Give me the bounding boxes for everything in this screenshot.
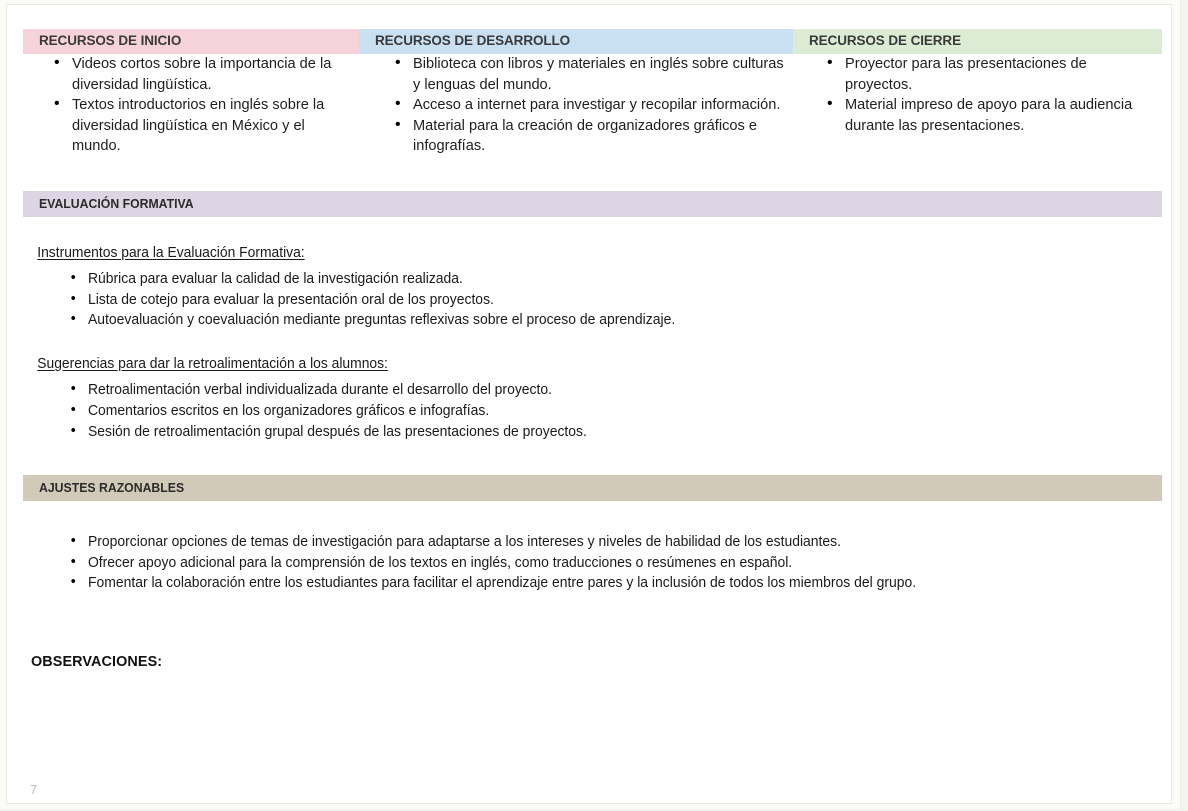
evaluacion-formativa-header: [23, 191, 1162, 217]
document-page: [6, 4, 1172, 804]
resources-cierre-column: [793, 54, 1162, 136]
resources-desarrollo-list: [359, 54, 793, 157]
list-item: • Ofrecer apoyo adicional para la comprensión de los textos en inglés, como traducciones o resúmenes en español.: [23, 553, 1102, 574]
ajustes-razonables-body: [23, 532, 1153, 594]
list-item: • Proporcionar opciones de temas de investigación para adaptarse a los intereses y niveles de habilidad de los estudiantes.: [23, 532, 1102, 553]
ajustes-razonables-header: [23, 475, 1162, 501]
resources-desarrollo-title: RECURSOS DE DESARROLLO: [375, 33, 571, 48]
observaciones-label: OBSERVACIONES:: [31, 654, 163, 670]
list-item: • Biblioteca con libros y materiales en inglés sobre culturas y lenguas del mundo.: [359, 54, 793, 95]
resources-desarrollo-header: [359, 29, 793, 54]
resources-header-band: [23, 29, 1162, 54]
instrumentos-list: [23, 269, 1143, 331]
list-item: • Lista de cotejo para evaluar la presentación oral de los proyectos.: [23, 290, 1093, 311]
list-item: • Textos introductorios en inglés sobre la diversidad lingüística en México y el mundo.: [23, 95, 359, 157]
list-item: • Proyector para las presentaciones de proyectos.: [793, 54, 1162, 95]
ajustes-razonables-title: AJUSTES RAZONABLES: [39, 480, 185, 495]
retroalimentacion-group: [23, 356, 1143, 442]
resources-inicio-title: RECURSOS DE INICIO: [39, 33, 182, 48]
list-item: • Fomentar la colaboración entre los estudiantes para facilitar el aprendizaje entre pares y la inclusión de todos los miembros del grupo.: [23, 573, 1102, 594]
resources-inicio-column: [23, 54, 359, 157]
evaluacion-formativa-title: EVALUACIÓN FORMATIVA: [39, 196, 194, 211]
list-item: • Sesión de retroalimentación grupal después de las presentaciones de proyectos.: [23, 422, 1093, 443]
retroalimentacion-subheading: Sugerencias para dar la retroalimentación a los alumnos:: [37, 356, 388, 373]
list-item: • Retroalimentación verbal individualizada durante el desarrollo del proyecto.: [23, 380, 1093, 401]
instrumentos-subheading: Instrumentos para la Evaluación Formativa:: [37, 245, 305, 261]
retroalimentacion-list: [23, 380, 1143, 442]
ajustes-list: [23, 532, 1153, 594]
list-item: • Videos cortos sobre la importancia de la diversidad lingüística.: [23, 54, 359, 95]
list-item: • Material para la creación de organizadores gráficos e infografías.: [359, 116, 793, 157]
resources-desarrollo-column: [359, 54, 793, 157]
resources-columns: [23, 54, 1162, 172]
evaluacion-formativa-body: [23, 245, 1143, 442]
resources-cierre-list: [793, 54, 1162, 136]
list-item: • Acceso a internet para investigar y recopilar información.: [359, 95, 793, 116]
list-item: • Material impreso de apoyo para la audiencia durante las presentaciones.: [793, 95, 1162, 136]
list-item: • Rúbrica para evaluar la calidad de la investigación realizada.: [23, 269, 1093, 290]
resources-inicio-list: [23, 54, 359, 157]
list-item: • Comentarios escritos en los organizadores gráficos e infografías.: [23, 401, 1093, 422]
resources-cierre-header: [793, 29, 1162, 54]
page-number: 7: [30, 782, 38, 797]
resources-inicio-header: [23, 29, 359, 54]
resources-cierre-title: RECURSOS DE CIERRE: [809, 33, 961, 48]
list-item: • Autoevaluación y coevaluación mediante preguntas reflexivas sobre el proceso de aprendizaje.: [23, 310, 1093, 331]
